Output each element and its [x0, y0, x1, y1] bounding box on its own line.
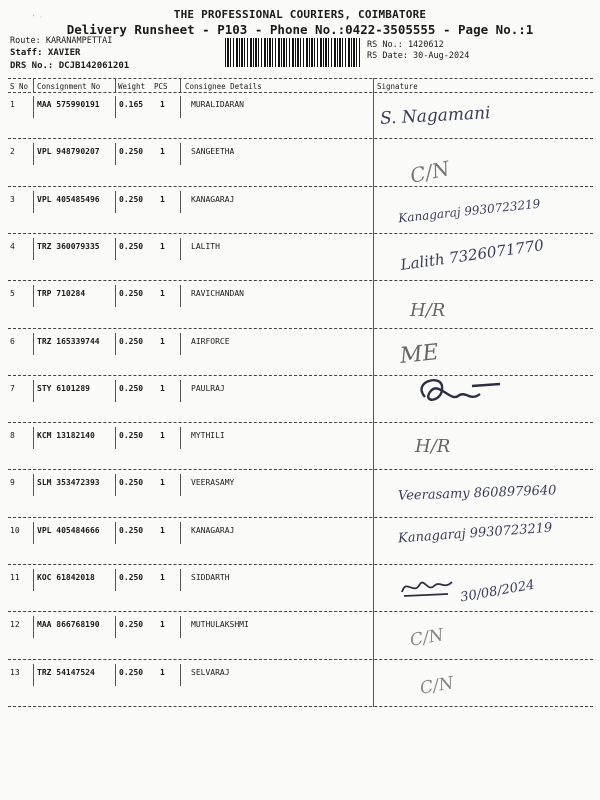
row-separator — [8, 233, 593, 234]
corner-mark: ' · — [32, 14, 43, 21]
col-divider — [33, 664, 34, 686]
barcode — [225, 38, 360, 67]
table-header-rule — [8, 92, 593, 93]
col-divider — [180, 616, 181, 638]
row-weight: 0.250 — [119, 194, 144, 204]
col-divider — [115, 380, 116, 402]
signature-5: H/R — [410, 300, 446, 321]
col-divider — [33, 191, 34, 213]
rs-date: RS Date: 30-Aug-2024 — [367, 51, 470, 61]
signature-11-date: 30/08/2024 — [459, 577, 536, 606]
row-consignment-no: KCM 13182140 — [37, 431, 95, 441]
col-divider — [33, 78, 34, 92]
row-consignment-no: VPL 405484666 — [37, 525, 100, 535]
row-consignment-no: STY 6101289 — [37, 383, 90, 393]
row-sno: 5 — [10, 289, 15, 299]
row-consignee: KANAGARAJ — [191, 194, 235, 204]
col-divider — [115, 427, 116, 449]
col-divider — [180, 380, 181, 402]
row-consignee: SIDDARTH — [191, 573, 230, 582]
col-header-pcs: PCS — [154, 82, 168, 91]
row-weight: 0.250 — [119, 336, 144, 346]
row-sno: 13 — [10, 667, 20, 677]
row-weight: 0.250 — [119, 525, 144, 535]
col-divider — [115, 522, 116, 544]
row-weight: 0.250 — [119, 667, 144, 677]
table-top-rule — [8, 78, 593, 79]
row-consignment-no: KOC 61842018 — [37, 573, 95, 582]
row-consignment-no: VPL 405485496 — [37, 194, 100, 204]
row-consignee: MYTHILI — [191, 431, 225, 441]
col-divider — [115, 333, 116, 355]
row-consignee: KANAGARAJ — [191, 525, 235, 535]
row-separator — [8, 517, 593, 518]
row-separator — [8, 706, 593, 707]
col-header-consignee: Consignee Details — [185, 82, 262, 91]
row-consignment-no: VPL 948790207 — [37, 147, 100, 157]
row-consignee: MUTHULAKSHMI — [191, 620, 249, 630]
row-consignment-no: MAA 866768190 — [37, 620, 100, 630]
signature-1: S. Nagamani — [379, 103, 491, 129]
rs-number: RS No.: 1420612 — [367, 40, 444, 50]
signature-8: H/R — [415, 436, 451, 457]
row-pcs: 1 — [160, 620, 165, 630]
row-pcs: 1 — [160, 100, 165, 109]
row-pcs: 1 — [160, 525, 165, 535]
row-pcs: 1 — [160, 241, 165, 251]
row-sno: 3 — [10, 194, 15, 204]
row-sno: 11 — [10, 573, 20, 582]
row-pcs: 1 — [160, 478, 165, 488]
col-divider — [373, 78, 374, 92]
col-divider — [180, 191, 181, 213]
signature-9: Veerasamy 8608979640 — [397, 483, 557, 504]
route-label: Route: KARANAMPETTAI — [10, 36, 113, 46]
row-consignee: PAULRAJ — [191, 383, 225, 393]
row-sno: 4 — [10, 241, 15, 251]
signature-2: C/N — [407, 156, 452, 188]
row-consignee: SANGEETHA — [191, 147, 235, 157]
row-weight: 0.250 — [119, 431, 144, 441]
col-divider — [33, 569, 34, 591]
row-consignment-no: SLM 353472393 — [37, 478, 100, 488]
row-sno: 7 — [10, 383, 15, 393]
col-divider — [180, 333, 181, 355]
row-sno: 10 — [10, 525, 20, 535]
row-pcs: 1 — [160, 194, 165, 204]
signature-4: Lalith 7326071770 — [399, 236, 545, 274]
row-separator — [8, 186, 593, 187]
row-consignment-no: TRP 710284 — [37, 289, 86, 299]
row-sno: 1 — [10, 100, 15, 109]
col-divider — [180, 664, 181, 686]
col-divider — [115, 143, 116, 165]
row-separator — [8, 469, 593, 470]
company-title: THE PROFESSIONAL COURIERS, COIMBATORE — [173, 8, 427, 21]
row-separator — [8, 659, 593, 660]
col-divider — [33, 616, 34, 638]
row-pcs: 1 — [160, 147, 165, 157]
row-weight: 0.250 — [119, 289, 144, 299]
staff-label: Staff: XAVIER — [10, 48, 81, 58]
row-consignment-no: TRZ 54147524 — [37, 667, 95, 677]
row-sno: 12 — [10, 620, 20, 630]
col-divider — [33, 427, 34, 449]
row-separator — [8, 280, 593, 281]
signature-12: C/N — [408, 625, 446, 651]
signature-13: C/N — [418, 673, 456, 699]
col-divider — [33, 474, 34, 496]
row-sno: 6 — [10, 336, 15, 346]
row-consignment-no: TRZ 360079335 — [37, 241, 100, 251]
signature-3: Kanagaraj 9930723219 — [397, 196, 541, 226]
row-sno: 8 — [10, 431, 15, 441]
row-weight: 0.250 — [119, 620, 144, 630]
row-sno: 2 — [10, 147, 15, 157]
row-consignee: SELVARAJ — [191, 667, 230, 677]
row-weight: 0.250 — [119, 147, 144, 157]
col-header-signature: Signature — [377, 82, 418, 91]
col-divider — [180, 569, 181, 591]
row-separator — [8, 422, 593, 423]
col-divider — [180, 143, 181, 165]
col-divider — [115, 285, 116, 307]
col-divider — [33, 380, 34, 402]
row-weight: 0.250 — [119, 573, 144, 582]
col-divider — [33, 143, 34, 165]
row-separator — [8, 611, 593, 612]
col-divider — [33, 238, 34, 260]
col-divider — [115, 664, 116, 686]
col-divider — [115, 569, 116, 591]
row-weight: 0.250 — [119, 478, 144, 488]
runsheet-title: Delivery Runsheet - P103 - Phone No.:0422-3505555 - Page No.:1 — [66, 22, 534, 37]
col-header-consignment: Consignment No — [37, 82, 101, 91]
row-consignee: VEERASAMY — [191, 478, 235, 488]
row-pcs: 1 — [160, 289, 165, 299]
drs-number: DRS No.: DCJB142061201 — [10, 61, 130, 71]
row-separator — [8, 328, 593, 329]
row-pcs: 1 — [160, 573, 165, 582]
signature-6: ME — [398, 340, 440, 369]
col-divider — [180, 78, 181, 92]
row-consignment-no: MAA 575990191 — [37, 100, 100, 109]
row-consignee: MURALIDARAN — [191, 100, 244, 109]
row-consignee: LALITH — [191, 241, 220, 251]
col-divider — [33, 333, 34, 355]
row-separator — [8, 138, 593, 139]
col-divider — [33, 96, 34, 118]
col-divider — [180, 285, 181, 307]
col-divider — [180, 96, 181, 118]
col-divider — [115, 474, 116, 496]
col-divider — [115, 238, 116, 260]
col-divider — [115, 96, 116, 118]
row-pcs: 1 — [160, 383, 165, 393]
row-weight: 0.250 — [119, 383, 144, 393]
row-weight: 0.165 — [119, 100, 144, 109]
col-divider — [115, 78, 116, 92]
col-divider — [115, 616, 116, 638]
row-consignee: RAVICHANDAN — [191, 289, 244, 299]
col-divider — [115, 191, 116, 213]
col-header-sno: S No — [10, 82, 29, 91]
col-divider — [180, 238, 181, 260]
col-divider — [33, 285, 34, 307]
row-consignee: AIRFORCE — [191, 336, 230, 346]
row-consignment-no: TRZ 165339744 — [37, 336, 100, 346]
col-divider — [33, 522, 34, 544]
row-pcs: 1 — [160, 667, 165, 677]
col-header-weight: Weight — [118, 82, 146, 91]
signature-10: Kanagaraj 9930723219 — [397, 520, 553, 547]
row-sno: 9 — [10, 478, 15, 488]
signature-column-divider — [373, 92, 374, 707]
row-weight: 0.250 — [119, 241, 144, 251]
col-divider — [180, 474, 181, 496]
col-divider — [180, 427, 181, 449]
col-divider — [180, 522, 181, 544]
signature-7-scribble — [410, 372, 510, 412]
row-separator — [8, 564, 593, 565]
row-pcs: 1 — [160, 431, 165, 441]
row-pcs: 1 — [160, 336, 165, 346]
signature-11-scribble — [398, 574, 458, 600]
